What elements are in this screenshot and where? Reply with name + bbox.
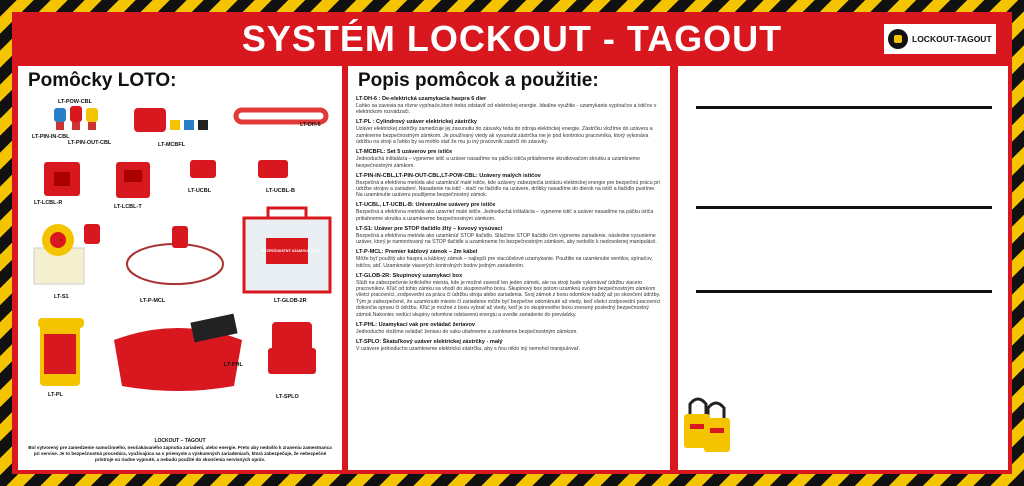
- brand-logo: [884, 24, 996, 54]
- mini-breaker-locks-image: [52, 102, 104, 136]
- entry-lt-mcbfl: [356, 149, 662, 169]
- entry-lt-glob-2r: [356, 273, 662, 318]
- entry-lt-pin-cbl: [356, 173, 662, 199]
- label-lt-pin-out-cbl: LT-PIN-OUT-CBL: [68, 140, 112, 146]
- note-line: [696, 206, 992, 209]
- entry-body: Slúži na zabezpečenie kritického miesta, kde je možné zavesiť len jeden zámok, ale na stroji bude vykonávať údržbu viacero pracovníkov. Kľúč od tohto zámku sa vhodí do skupinového boxu. Skupinový box potom uzamknú svojim bezpečnostným zámkom všetci pracovníci, zodpovední za prácu či údržbu stroja alebo zariadenia. Svoj zámok z boxu odomkne každý až po skončení údržby. Tým je zabezpečené, že uzamknuté miesto či zariadenie môže byť bezpečne odomknuté až vtedy, keď všetci zodpovední pracovníci dokončia opravu či údržbu. Kľúč je možné z boxu vybrať až vtedy, keď je zo skupinového boxu zvesený posledný bezpečnostný zámok.Nakoniec vedúci skupiny odomkne odstavenú energiu a uvedie zariadenie do prevádzky.: [356, 279, 661, 318]
- cable-lock-image: [120, 216, 230, 294]
- label-lt-ucbl-b: LT-UCBL-B: [266, 188, 295, 194]
- entry-body: Bezpečná a efektívna metóda ako uzamknúť STOP tlačidlo. Stlačíme STOP tlačidlo čím vypneme zariadenie, následne vysunieme uzáver, ktorý je namontovaný na STOP tlačidle a uzamkneme ho bezpečnostným zámkom, aby nedošlo k nedovolenej manipulácii.: [356, 232, 657, 246]
- entry-body: Môže byť použitý ako haspra a káblový zámok – najlepší pre viacúčelové uzamykanie. Použitie na uzamknutie ventilov, spínačov, ističov, atď. Uzamknutie viacerých kontrolných bodov jedným zariadením.: [356, 256, 653, 269]
- entry-lt-phl: [356, 322, 662, 335]
- entry-title: LT-UCBL, LT-UCBL-B: Univerzálne uzávery pre ističe: [356, 202, 496, 209]
- entry-title: LT-S1: Uzáver pre STOP tlačidlo žltý – kovový vysúvací: [356, 225, 503, 232]
- label-lt-phl: LT-PHL: [224, 362, 243, 368]
- label-lt-lcbl-t: LT-LCBL-T: [114, 204, 142, 210]
- label-lt-pow-cbl: LT-POW-CBL: [58, 99, 93, 105]
- plug-cylinder-image: [34, 310, 88, 390]
- lcbl-r-image: [40, 158, 84, 202]
- logo-text: LOCKOUT-TAGOUT: [912, 34, 992, 44]
- entry-title: LT-SPLO: Škatuľkový uzáver elektrickej zástrčky - malý: [356, 338, 503, 345]
- label-lt-pl: LT-PL: [48, 392, 63, 398]
- stop-button-cover-image: [32, 218, 104, 288]
- entry-lt-p-mcl: [356, 249, 662, 269]
- padlock-logo-icon: [888, 29, 908, 49]
- footer-text: Bol vytvorený pre zamedzenie samočinného, neočakávaného zapnutia zariadení, alebo energie. Preto aby nedošlo k zraneniu zamestnanca pri servise. Je to bezpečnostná procedúra, využívajúca sa v priemysle a výskumných zariadeniach, ktorá zabezpečuje, že nebezpečné prístroje sú riadne vypnuté, a nebudú použité do skončenia servisných opráv.: [28, 445, 332, 462]
- loto-footer: [28, 438, 332, 463]
- entry-title: LT-PL : Cylindrový uzáver elektrickej zástrčky: [356, 119, 478, 126]
- tools-heading: Pomôcky LOTO:: [28, 70, 177, 91]
- lcbl-t-image: [110, 158, 158, 202]
- loto-tools-panel: [18, 66, 342, 470]
- mcbfl-set-image: [130, 104, 226, 138]
- entry-title: LT-GLOB-2R: Skupinový uzamykací box: [356, 272, 463, 279]
- box-label-text: BEZPEČNOSTNÝ UZAMYKACÍ BOX: [262, 249, 322, 253]
- description-list: [356, 96, 662, 356]
- page-title: SYSTÉM LOCKOUT - TAGOUT: [241, 18, 783, 59]
- entry-body: Bezpečná a efektívna metóda ako uzamknúť malé ističe, kde uzávery zabezpečia izoláciu elektrickej energie pre bezpečnú prácu pri údržbe strojov a zariadení. Nasadenie na istič - stačí ne tlačidlo na uzávere, drôtiky nasadíme do dierok na ističi a tlačidlo pustíme. Na uzamknutie uzáveru použijeme bezpečnostný zámok.: [356, 179, 660, 199]
- note-line: [696, 290, 992, 293]
- description-heading: Popis pomôcok a použitie:: [358, 70, 599, 91]
- header-bar: [14, 16, 1010, 62]
- label-lt-ucbl: LT-UCBL: [188, 188, 212, 194]
- entry-body: Bezpečná a efektívna metóda ako uzavrieť malé ističe. Jednoduchá inštalácia – vypneme istič a uzáver nasadíme na páčku ističa pritiahneme skrutku a uzamkneme bezpečnostným zámkom.: [356, 209, 654, 222]
- entry-title: LT-P-MCL: Premier káblový zámok – 2m kábel: [356, 249, 478, 256]
- entry-lt-splo: [356, 339, 662, 352]
- label-lt-s1: LT-S1: [54, 294, 69, 300]
- entry-title: LT-PIN-IN-CBL,LT-PIN-OUT-CBL,LT-POW-CBL: Uzávery malých ističov: [356, 172, 541, 179]
- entry-title: LT-MCBFL: Set 5 uzáverov pre ističe: [356, 149, 453, 156]
- description-panel: [348, 66, 670, 470]
- ucbl-image: [186, 156, 220, 184]
- entry-title: LT-DH-6 : De-elektrická uzamykacia haspra 6 dier: [356, 96, 487, 102]
- entry-body: Jednoduchá inštalácia – vypneme istič a uzáver nasadíme na páčku ističa pritiahneme skrutkovačom skrutku a uzamkneme bezpečnostným zámkom.: [356, 156, 641, 169]
- crane-control-bag-image: [108, 310, 248, 394]
- entry-body: Uzáver elektrickej zástrčky zamedzuje jej zasunutiu do zásuvky teda do zdroja elektrickej energie. Zástrčku vložíme do uzáveru a zamkneme bezpečnostným zámkom. Je používaný vtedy ak vysunutá zástrčka nie je pod kontrolou pracovníka, ktorý vykonáva údržbu na stroji a ľahko by sa mohlo stať že mu ju iný pracovník zastrčí do zásuvky.: [356, 126, 653, 146]
- label-lt-lcbl-r: LT-LCBL-R: [34, 200, 63, 206]
- notes-panel: [678, 66, 1008, 470]
- entry-title: LT-PHL: Uzamykací vak pre ovládač žeriavov: [356, 321, 475, 328]
- entry-body: Jednoducho vložíme ovládač žeriavu do vaku utiahneme a zamkneme bezpečnostným zámkom.: [356, 328, 578, 335]
- plug-box-image: [264, 318, 330, 384]
- label-lt-splo: LT-SPLO: [276, 394, 299, 400]
- entry-body: Ľahko sa zavesia na rôzne vypínače,ktoré treba odstaviť od elektrickej energie. Ideálne využitie - uzamykanie vypínačov a ističov v elektrickom rozvádzači.: [356, 103, 657, 116]
- label-lt-pin-in-cbl: LT-PIN-IN-CBL: [32, 134, 70, 140]
- label-lt-p-mcl: LT-P-MCL: [140, 298, 166, 304]
- yellow-padlocks-image: [682, 394, 734, 460]
- entry-lt-dh-6: [356, 96, 662, 116]
- entry-body: V uzávere jednoducho uzamkneme elektrickú zástrčku, aby s ňou nikto iný nemohol manipulovať.: [356, 345, 580, 352]
- label-lt-mcbfl: LT-MCBFL: [158, 142, 186, 148]
- label-lt-glob-2r: LT-GLOB-2R: [274, 298, 307, 304]
- label-lt-dh-6: LT-DH-6: [300, 122, 321, 128]
- entry-lt-pl: [356, 119, 662, 145]
- note-line: [696, 106, 992, 109]
- entry-lt-s1: [356, 226, 662, 246]
- ucbl-b-image: [254, 154, 294, 184]
- entry-lt-ucbl: [356, 202, 662, 222]
- footer-title: LOCKOUT – TAGOUT: [154, 438, 206, 444]
